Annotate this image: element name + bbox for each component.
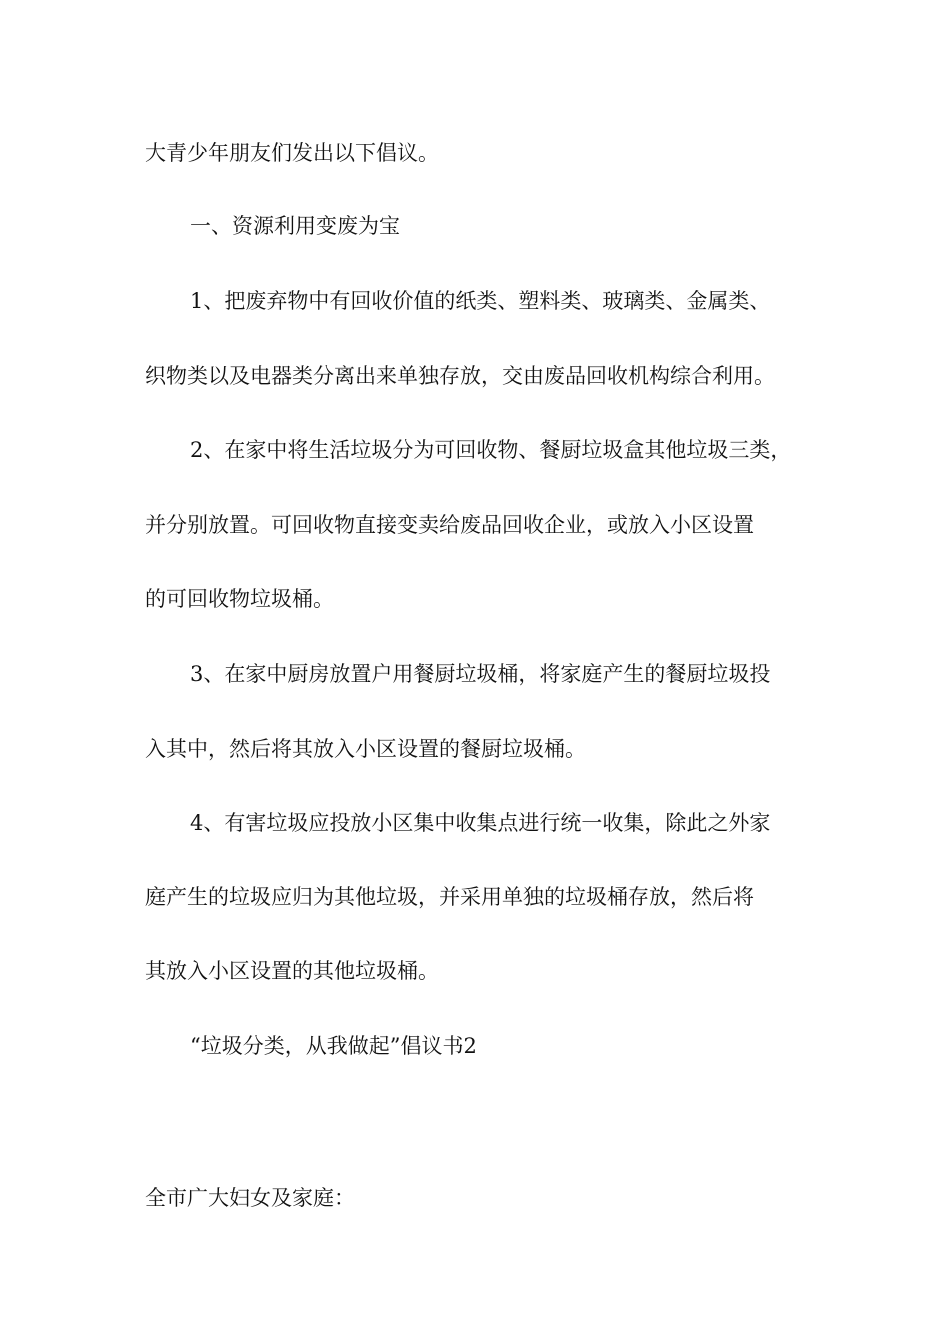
- paragraph-3-line-1: 3、在家中厨房放置户用餐厨垃圾桶，将家庭产生的餐厨垃圾投: [190, 662, 771, 686]
- paragraph-4-line-3: 其放入小区设置的其他垃圾桶。: [145, 959, 439, 983]
- paragraph-2-line-3: 的可回收物垃圾桶。: [145, 587, 334, 611]
- paragraph-1-line-1: 1、把废弃物中有回收价值的纸类、塑料类、玻璃类、金属类、: [190, 289, 771, 313]
- paragraph-2-line-1: 2、在家中将生活垃圾分为可回收物、餐厨垃圾盒其他垃圾三类，: [190, 438, 792, 462]
- text-line-continuation: 大青少年朋友们发出以下倡议。: [145, 141, 439, 165]
- paragraph-3-line-2: 入其中，然后将其放入小区设置的餐厨垃圾桶。: [145, 737, 586, 761]
- proposal-title: “垃圾分类，从我做起”倡议书2: [190, 1034, 477, 1058]
- paragraph-4-line-1: 4、有害垃圾应投放小区集中收集点进行统一收集，除此之外家: [190, 811, 771, 835]
- salutation: 全市广大妇女及家庭：: [145, 1186, 355, 1210]
- paragraph-1-line-2: 织物类以及电器类分离出来单独存放，交由废品回收机构综合利用。: [145, 364, 775, 388]
- paragraph-4-line-2: 庭产生的垃圾应归为其他垃圾，并采用单独的垃圾桶存放，然后将: [145, 885, 754, 909]
- section-heading: 一、资源利用变废为宝: [190, 214, 400, 238]
- paragraph-2-line-2: 并分别放置。可回收物直接变卖给废品回收企业，或放入小区设置: [145, 513, 754, 537]
